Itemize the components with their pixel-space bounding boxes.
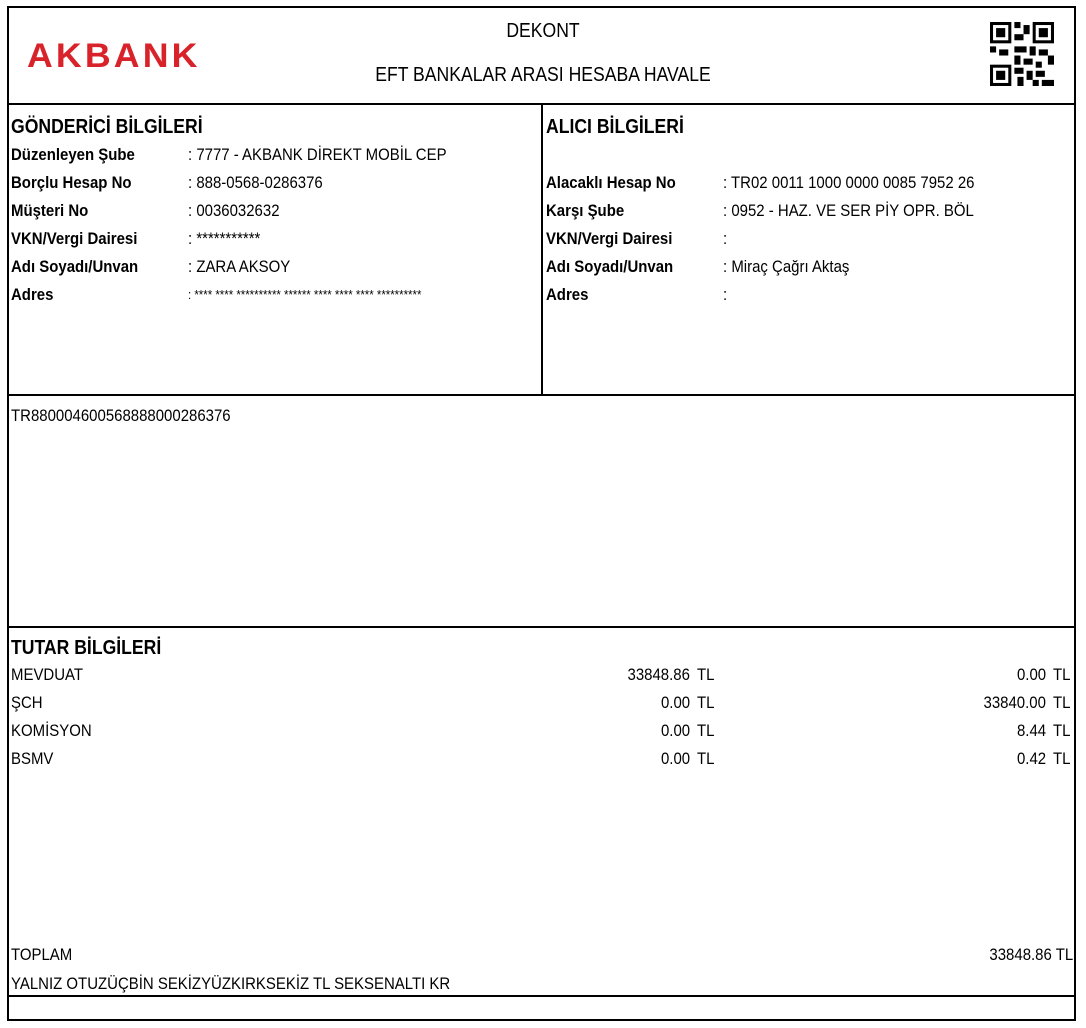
total-label: TOPLAM bbox=[11, 945, 73, 964]
sender-label: Adı Soyadı/Unvan bbox=[11, 257, 139, 276]
receiver-value: : bbox=[723, 229, 728, 248]
amount-debit-currency: TL bbox=[697, 693, 715, 712]
amount-debit: 0.00 bbox=[660, 693, 690, 712]
sender-value: : 888-0568-0286376 bbox=[188, 173, 323, 192]
amount-label: KOMİSYON bbox=[11, 721, 92, 740]
sender-value: : **** **** ********** ****** **** **** **** ********** bbox=[188, 287, 422, 302]
sender-heading: GÖNDERİCİ BİLGİLERİ bbox=[11, 116, 203, 138]
amount-debit: 0.00 bbox=[660, 749, 690, 768]
amount-debit-currency: TL bbox=[697, 665, 715, 684]
divider-sender-receiver bbox=[541, 103, 543, 395]
receiver-value: : bbox=[723, 285, 728, 304]
divider-description bbox=[7, 626, 1076, 628]
total-value: 33848.86 TL bbox=[989, 945, 1073, 964]
divider-parties bbox=[7, 394, 1076, 396]
akbank-logo: AKBANK bbox=[27, 37, 201, 75]
sender-label: Adres bbox=[11, 285, 54, 304]
amount-credit: 8.44 bbox=[1016, 721, 1046, 740]
sender-label: Borçlu Hesap No bbox=[11, 173, 132, 192]
receiver-label: Adres bbox=[546, 285, 589, 304]
amount-debit-currency: TL bbox=[697, 721, 715, 740]
divider-amounts bbox=[7, 995, 1076, 997]
receiver-value: : 0952 - HAZ. VE SER PİY OPR. BÖL bbox=[723, 201, 974, 220]
sender-value: : 0036032632 bbox=[188, 201, 280, 220]
amount-in-words: YALNIZ OTUZÜÇBİN SEKİZYÜZKIRKSEKİZ TL SEKSENALTI KR bbox=[11, 974, 451, 993]
receiver-label: Alacaklı Hesap No bbox=[546, 173, 676, 192]
sender-value: : ZARA AKSOY bbox=[188, 257, 291, 276]
sender-value: : 7777 - AKBANK DİREKT MOBİL CEP bbox=[188, 145, 447, 164]
sender-label: VKN/Vergi Dairesi bbox=[11, 229, 138, 248]
amounts-heading: TUTAR BİLGİLERİ bbox=[11, 637, 162, 659]
receiver-value: : Miraç Çağrı Aktaş bbox=[723, 257, 850, 276]
amount-debit: 33848.86 bbox=[627, 665, 690, 684]
receiver-label: Adı Soyadı/Unvan bbox=[546, 257, 674, 276]
amount-credit-currency: TL bbox=[1053, 749, 1071, 768]
amount-credit: 33840.00 bbox=[983, 693, 1046, 712]
document-subtitle: EFT BANKALAR ARASI HESABA HAVALE bbox=[375, 64, 711, 86]
amount-credit-currency: TL bbox=[1053, 721, 1071, 740]
amount-credit-currency: TL bbox=[1053, 665, 1071, 684]
amount-label: MEVDUAT bbox=[11, 665, 84, 684]
amount-label: ŞCH bbox=[11, 693, 43, 712]
amount-debit: 0.00 bbox=[660, 721, 690, 740]
sender-label: Müşteri No bbox=[11, 201, 89, 220]
receiver-label: Karşı Şube bbox=[546, 201, 625, 220]
receiver-heading: ALICI BİLGİLERİ bbox=[546, 116, 684, 138]
amount-credit: 0.00 bbox=[1016, 665, 1046, 684]
amount-label: BSMV bbox=[11, 749, 54, 768]
amount-credit: 0.42 bbox=[1016, 749, 1046, 768]
amount-credit-currency: TL bbox=[1053, 693, 1071, 712]
amount-debit-currency: TL bbox=[697, 749, 715, 768]
receiver-value: : TR02 0011 1000 0000 0085 7952 26 bbox=[723, 173, 975, 192]
sender-value: : *********** bbox=[188, 229, 261, 248]
qr-code-icon bbox=[990, 22, 1054, 86]
document-title: DEKONT bbox=[506, 20, 580, 42]
transaction-description: TR880004600568888000286376 bbox=[11, 406, 231, 425]
sender-label: Düzenleyen Şube bbox=[11, 145, 135, 164]
receiver-label: VKN/Vergi Dairesi bbox=[546, 229, 673, 248]
